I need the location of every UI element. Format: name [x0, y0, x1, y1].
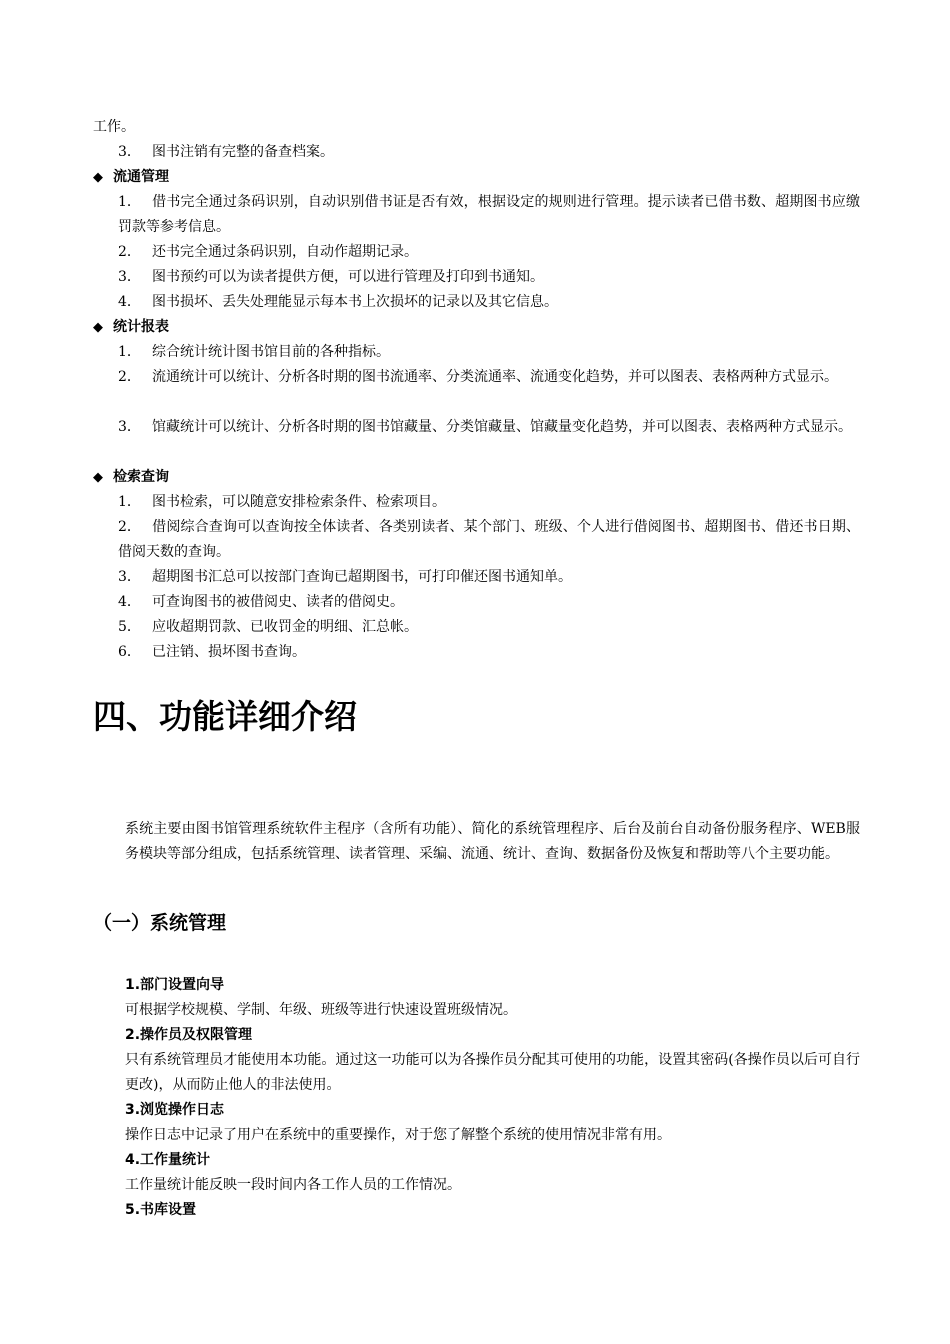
item-text: 馆藏统计可以统计、分析各时期的图书馆藏量、分类馆藏量、馆藏量变化趋势，并可以图表、表格两种方式显示。 — [152, 419, 852, 435]
item-text: 超期图书汇总可以按部门查询已超期图书，可打印催还图书通知单。 — [152, 569, 572, 585]
item-text: 借阅综合查询可以查询按全体读者、各类别读者、某个部门、班级、个人进行借阅图书、超期图书、借还书日期、借阅天数的查询。 — [118, 519, 860, 560]
section-title: （一）系统管理 — [93, 912, 227, 934]
item-text: 综合统计统计图书馆目前的各种指标。 — [152, 344, 390, 360]
subsection-heading: 5.书库设置 — [125, 1202, 197, 1218]
subsection-text: 操作日志中记录了用户在系统中的重要操作，对于您了解整个系统的使用情况非常有用。 — [125, 1127, 671, 1143]
item-number: 3． — [118, 419, 141, 435]
list-item — [93, 515, 860, 565]
item-text: 借书完全通过条码识别，自动识别借书证是否有效，根据设定的规则进行管理。提示读者已借书数、超期图书应缴罚款等参考信息。 — [118, 194, 860, 235]
item-number: 3． — [118, 144, 141, 160]
heading-text: 流通管理 — [113, 169, 169, 185]
chapter-title: 四、功能详细介绍 — [93, 697, 357, 736]
section-heading-statistics — [93, 315, 860, 340]
subsection-heading: 4.工作量统计 — [125, 1152, 211, 1168]
item-number: 1． — [118, 344, 141, 360]
item-text: 还书完全通过条码识别，自动作超期记录。 — [152, 244, 418, 260]
section-heading-circulation — [93, 165, 860, 190]
item-number: 5． — [118, 619, 141, 635]
item-number: 2． — [118, 369, 141, 385]
item-text: 图书损坏、丢失处理能显示每本书上次损坏的记录以及其它信息。 — [152, 294, 558, 310]
section-heading-search — [93, 465, 860, 490]
subsection-heading: 1.部门设置向导 — [125, 977, 225, 993]
list-item — [93, 290, 860, 315]
list-item — [93, 190, 860, 240]
item-number: 2． — [118, 244, 141, 260]
list-item — [93, 415, 860, 440]
item-number: 6． — [118, 644, 141, 660]
continuation-text: 工作。 — [93, 119, 135, 135]
item-number: 1． — [118, 494, 141, 510]
list-item — [93, 565, 860, 590]
item-number: 2． — [118, 519, 141, 535]
item-number: 4． — [118, 294, 141, 310]
subsection-text: 只有系统管理员才能使用本功能。通过这一功能可以为各操作员分配其可使用的功能，设置其密码(各操作员以后可自行更改)，从而防止他人的非法使用。 — [125, 1052, 860, 1093]
diamond-bullet-icon: ◆ — [93, 470, 103, 485]
list-item — [93, 240, 860, 265]
intro-paragraph: 系统主要由图书馆管理系统软件主程序（含所有功能）、简化的系统管理程序、后台及前台自动备份服务程序、WEB服务模块等部分组成，包括系统管理、读者管理、采编、流通、统计、查询、数据备份及恢复和帮助等八个主要功能。 — [125, 821, 860, 862]
list-item — [93, 340, 860, 365]
list-item — [93, 615, 860, 640]
list-item — [93, 265, 860, 290]
item-text: 流通统计可以统计、分析各时期的图书流通率、分类流通率、流通变化趋势，并可以图表、表格两种方式显示。 — [152, 369, 838, 385]
list-item — [93, 490, 860, 515]
item-number: 4． — [118, 594, 141, 610]
item-number: 3． — [118, 269, 141, 285]
subsection-heading: 2.操作员及权限管理 — [125, 1027, 253, 1043]
list-item — [93, 140, 860, 165]
diamond-bullet-icon: ◆ — [93, 170, 103, 185]
list-item — [93, 590, 860, 615]
item-number: 1． — [118, 194, 141, 210]
item-text: 图书注销有完整的备查档案。 — [152, 144, 334, 160]
item-number: 3． — [118, 569, 141, 585]
item-text: 图书检索，可以随意安排检索条件、检索项目。 — [152, 494, 446, 510]
list-item — [93, 365, 860, 390]
subsection-heading: 3.浏览操作日志 — [125, 1102, 225, 1118]
heading-text: 统计报表 — [113, 319, 169, 335]
subsection-text: 可根据学校规模、学制、年级、班级等进行快速设置班级情况。 — [125, 1002, 517, 1018]
list-item — [93, 640, 860, 665]
item-text: 图书预约可以为读者提供方便，可以进行管理及打印到书通知。 — [152, 269, 544, 285]
heading-text: 检索查询 — [113, 469, 169, 485]
item-text: 已注销、损坏图书查询。 — [152, 644, 306, 660]
item-text: 可查询图书的被借阅史、读者的借阅史。 — [152, 594, 404, 610]
subsection-text: 工作量统计能反映一段时间内各工作人员的工作情况。 — [125, 1177, 461, 1193]
item-text: 应收超期罚款、已收罚金的明细、汇总帐。 — [152, 619, 418, 635]
diamond-bullet-icon: ◆ — [93, 320, 103, 335]
